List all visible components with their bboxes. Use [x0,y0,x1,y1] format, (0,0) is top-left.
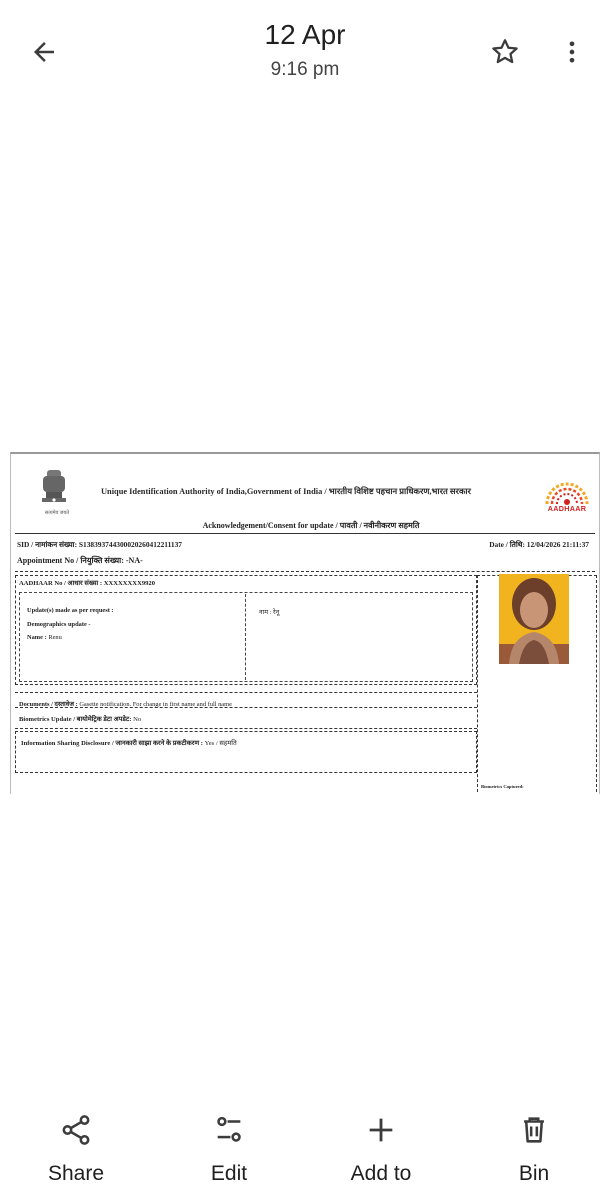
aadhaar-logo-text: AADHAAR [547,504,587,513]
info-sharing-line [21,738,237,747]
add-to-label: Add to [350,1162,412,1185]
name-line [27,634,62,641]
share-icon [56,1110,96,1150]
hindi-name-line [259,607,279,616]
back-button[interactable] [22,30,66,74]
aadhaar-number-line [19,578,155,587]
edit-button[interactable] [174,1110,284,1200]
name-value: Renu [48,634,62,641]
plus-icon [361,1110,401,1150]
documents-value: Gasette notification. For change in first name and full name [79,701,232,708]
sid-label: SID / नामांकन संख्या: [17,540,78,549]
photo-date: 12 Apr [264,19,346,50]
info-sharing-value: Yes / सहमति [204,740,237,747]
star-outline-icon [489,36,521,68]
biometrics-captured-label: Biometrics Captured: [481,784,524,789]
divider [15,571,595,572]
acknowledgement-title: Acknowledgement/Consent for update / पावती / नवीनीकरण सहमति [202,521,420,530]
biometrics-label: Biometrics Update / बायोमेट्रिक डेटा अपडेट: [19,716,132,723]
date-value: 12/04/2026 21:11:37 [526,540,589,549]
update-details-box [19,592,473,682]
top-app-bar [0,0,610,100]
more-options-button[interactable] [550,30,594,74]
edit-sliders-icon [209,1110,249,1150]
update-label: Update(s) made as per request : [27,607,114,614]
info-sharing-label: Information Sharing Disclosure / जानकारी साझा करने के प्रकटीकरण : [21,740,203,747]
divider [15,533,595,534]
date-line [489,540,589,550]
column-divider [245,594,246,680]
hindi-name-value: रेनू [273,609,280,616]
appointment-value: -NA- [125,556,143,565]
hindi-name-label: नाम : [259,609,272,616]
documents-label: Documents / दस्तावेज : [19,701,78,708]
national-emblem-icon [37,466,71,516]
photo-document[interactable] [10,452,600,794]
photo-date-time [205,18,405,84]
applicant-photo [499,574,569,664]
add-to-button[interactable] [326,1110,436,1200]
share-button[interactable] [21,1110,131,1200]
divider [15,728,477,729]
sid-line [17,540,182,550]
date-label: Date / तिथि: [489,540,525,549]
emblem-caption: सत्यमेव जयते [44,511,70,516]
arrow-back-icon [29,37,59,67]
more-vert-icon [558,38,586,66]
trash-icon [514,1110,554,1150]
aadhaar-number-label: AADHAAR No / आधार संख्या : [19,580,103,587]
photo-time: 9:16 pm [270,59,340,80]
edit-label: Edit [210,1162,248,1185]
bin-label: Bin [518,1162,550,1185]
biometrics-line [19,714,141,723]
demographics-label: Demographics update - [27,621,91,628]
appointment-label: Appointment No / नियुक्ति संख्या: [17,556,124,565]
appointment-line [17,555,143,566]
share-label: Share [47,1162,105,1185]
sid-value: S138393744300020260412211137 [78,540,182,549]
documents-line [19,699,232,708]
bin-button[interactable] [479,1110,589,1200]
name-label: Name : [27,634,47,641]
aadhaar-number-value: XXXXXXXX9920 [103,580,156,587]
organization-title: Unique Identification Authority of India,Government of India / भारतीय विशिष्ट पहचान प्राधिकरण,भारत सरकार [101,487,471,496]
bottom-action-bar [0,1100,610,1200]
biometrics-value: No [133,716,142,723]
favorite-button[interactable] [483,30,527,74]
